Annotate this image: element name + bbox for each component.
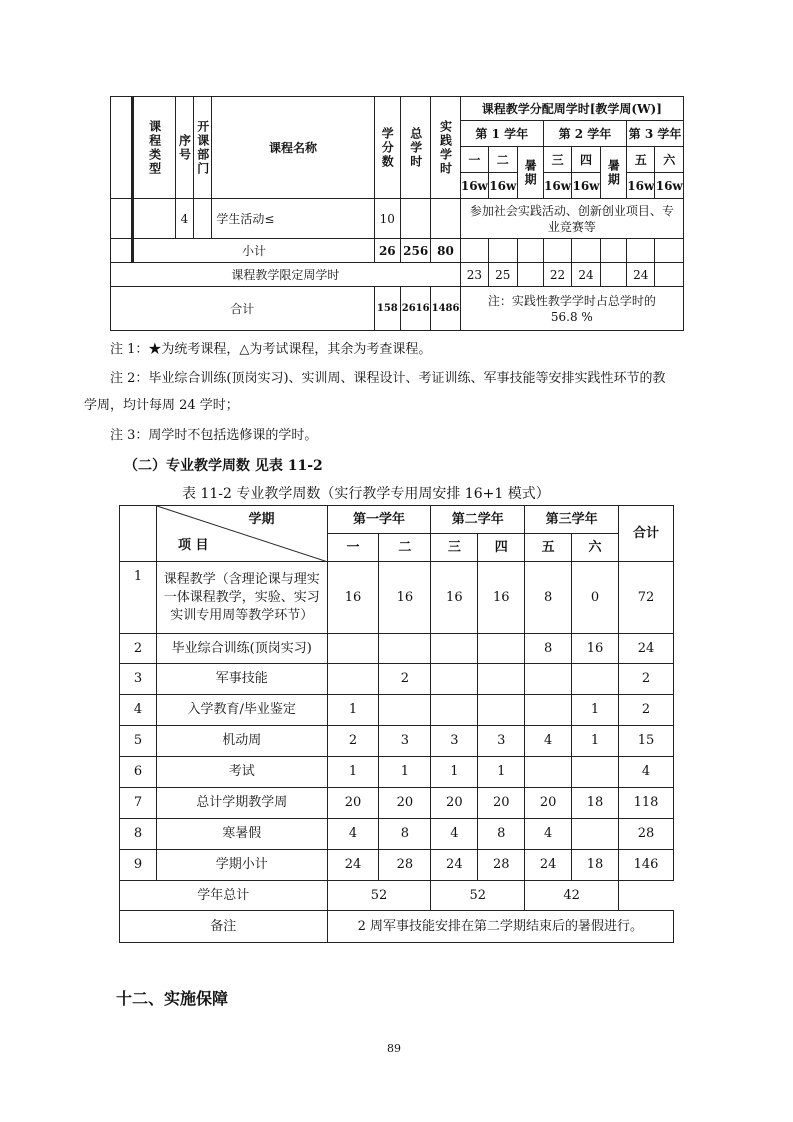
table-row (120, 726, 674, 757)
term-header: 一 (327, 534, 379, 562)
row-term-value: 24 (431, 850, 478, 881)
week-label: 16w (543, 173, 571, 199)
table-row (120, 788, 674, 819)
row-term-value: 3 (431, 726, 478, 757)
row-total: 118 (619, 788, 674, 819)
row-term-value (525, 757, 572, 788)
row-item: 机动周 (156, 726, 327, 757)
row-term-value: 24 (525, 850, 572, 881)
corner-header (120, 506, 328, 562)
week-label: 16w (655, 173, 684, 199)
note-1: 注 1：★为统考课程，△为考试课程，其余为考查课程。 (110, 342, 432, 357)
row-term-value: 4 (431, 819, 478, 850)
term-header: 三 (431, 534, 478, 562)
row-term-value: 28 (379, 850, 431, 881)
row-term-value (525, 695, 572, 726)
row-term-value: 8 (525, 562, 572, 634)
teaching-weeks-table (119, 505, 674, 943)
week-label: 16w (627, 173, 655, 199)
row-item: 入学教育/毕业鉴定 (156, 695, 327, 726)
row-number: 3 (120, 664, 157, 695)
row-term-value: 1 (572, 695, 619, 726)
limit-value: 25 (489, 263, 517, 287)
year-total-value: 52 (327, 881, 431, 911)
row-number: 8 (120, 819, 157, 850)
row-note: 参加社会实践活动、创新创业项目、专业竞赛等 (460, 199, 683, 239)
col-seq: 序号 (177, 133, 192, 162)
row-term-value (525, 664, 572, 695)
year-total-label: 学年总计 (120, 881, 328, 911)
subtotal-practice: 80 (431, 239, 460, 263)
col-course-type: 课程类型 (147, 119, 162, 176)
page-number: 89 (387, 1042, 401, 1055)
row-term-value (478, 664, 525, 695)
row-term-value: 16 (327, 562, 379, 634)
row-term-value: 20 (327, 788, 379, 819)
week-label: 16w (460, 173, 488, 199)
year-1-header: 第 1 学年 (460, 121, 543, 147)
term-header: 二 (489, 147, 517, 173)
row-term-value: 8 (478, 819, 525, 850)
row-seq: 4 (175, 199, 193, 239)
row-term-value: 8 (379, 819, 431, 850)
row-term-value: 24 (327, 850, 379, 881)
row-term-value: 16 (478, 562, 525, 634)
table-row (120, 664, 674, 695)
note-3: 注 3：周学时不包括选修课的学时。 (110, 428, 318, 443)
row-term-value: 1 (327, 695, 379, 726)
table-row (120, 695, 674, 726)
col-course-name: 课程名称 (212, 97, 374, 199)
note-2-continued: 学周，均计每周 24 学时； (84, 398, 239, 413)
col-dept: 开课部门 (195, 119, 210, 176)
subtotal-label: 小计 (133, 239, 374, 263)
year-2-header: 第 2 学年 (543, 121, 626, 147)
term-header: 六 (572, 534, 619, 562)
row-term-value: 20 (379, 788, 431, 819)
term-header: 暑期 (606, 158, 621, 187)
row-term-value: 16 (379, 562, 431, 634)
row-term-value: 1 (431, 757, 478, 788)
row-item: 总计学期教学周 (156, 788, 327, 819)
total-header: 合计 (619, 506, 674, 562)
course-hours-table (110, 96, 684, 331)
term-header: 一 (460, 147, 488, 173)
note-2: 注 2：毕业综合训练(顶岗实习)、实训周、课程设计、考证训练、军事技能等安排实践性环节的教 (110, 371, 666, 386)
remark-label: 备注 (120, 911, 328, 943)
row-credits: 10 (374, 199, 400, 239)
row-number: 5 (120, 726, 157, 757)
year-2-header: 第二学年 (431, 506, 525, 534)
limit-value: 23 (460, 263, 488, 287)
table-row (120, 850, 674, 881)
row-term-value: 4 (525, 726, 572, 757)
row-term-value: 8 (525, 634, 572, 664)
row-total: 15 (619, 726, 674, 757)
table-row (120, 757, 674, 788)
section-heading: （二）专业教学周数 见表 11-2 (124, 458, 323, 474)
table-caption: 表 11-2 专业教学周数（实行教学专用周安排 16+1 模式） (182, 486, 550, 502)
row-term-value: 20 (478, 788, 525, 819)
row-term-value (478, 634, 525, 664)
sum-credits: 158 (374, 287, 400, 331)
row-total: 2 (619, 664, 674, 695)
corner-item-label: 项 目 (178, 538, 209, 553)
limit-value: 24 (627, 263, 655, 287)
term-header: 五 (627, 147, 655, 173)
remark-text: 2 周军事技能安排在第二学期结束后的暑假进行。 (327, 911, 673, 943)
row-term-value: 2 (327, 726, 379, 757)
year-3-header: 第三学年 (525, 506, 619, 534)
table-row (120, 634, 674, 664)
week-label: 16w (489, 173, 517, 199)
limit-value (517, 263, 543, 287)
section-12-heading: 十二、实施保障 (116, 989, 229, 1008)
row-term-value: 1 (379, 757, 431, 788)
row-term-value: 1 (478, 757, 525, 788)
term-header: 四 (478, 534, 525, 562)
subtotal-total: 256 (400, 239, 430, 263)
limit-value: 24 (572, 263, 600, 287)
row-term-value: 16 (431, 562, 478, 634)
row-number: 9 (120, 850, 157, 881)
row-total: 146 (619, 850, 674, 881)
term-header: 五 (525, 534, 572, 562)
limit-label: 课程教学限定周学时 (111, 263, 461, 287)
row-item: 寒暑假 (156, 819, 327, 850)
row-term-value (572, 664, 619, 695)
year-total-value: 42 (525, 881, 619, 911)
row-term-value (478, 695, 525, 726)
limit-value (655, 263, 684, 287)
row-course-name: 学生活动≤ (212, 199, 374, 239)
subtotal-credits: 26 (374, 239, 400, 263)
limit-value (600, 263, 626, 287)
row-term-value: 3 (379, 726, 431, 757)
sum-note: 注：实践性教学学时占总学时的 56.8 % (460, 287, 683, 331)
row-term-value (431, 695, 478, 726)
term-header: 三 (543, 147, 571, 173)
row-term-value (572, 819, 619, 850)
row-term-value: 3 (478, 726, 525, 757)
week-label: 16w (572, 173, 600, 199)
row-item: 毕业综合训练(顶岗实习) (156, 634, 327, 664)
term-header: 四 (572, 147, 600, 173)
row-term-value: 18 (572, 850, 619, 881)
row-term-value: 16 (572, 634, 619, 664)
row-item: 考试 (156, 757, 327, 788)
row-total: 72 (619, 562, 674, 634)
row-term-value (327, 634, 379, 664)
row-term-value: 4 (327, 819, 379, 850)
row-term-value: 1 (327, 757, 379, 788)
year-total-value: 52 (431, 881, 525, 911)
row-item: 课程教学（含理论课与理实一体课程教学，实验、实习实训专用周等教学环节） (156, 562, 327, 634)
row-term-value (572, 757, 619, 788)
row-term-value (431, 664, 478, 695)
year-3-header: 第 3 学年 (627, 121, 684, 147)
row-number: 1 (120, 562, 157, 634)
diagonal-line (120, 506, 328, 562)
row-term-value: 20 (525, 788, 572, 819)
year-1-header: 第一学年 (327, 506, 431, 534)
row-term-value: 0 (572, 562, 619, 634)
row-item: 学期小计 (156, 850, 327, 881)
row-number: 7 (120, 788, 157, 819)
row-term-value: 1 (572, 726, 619, 757)
row-total: 2 (619, 695, 674, 726)
row-term-value: 2 (379, 664, 431, 695)
row-item: 军事技能 (156, 664, 327, 695)
row-term-value (327, 664, 379, 695)
row-number: 4 (120, 695, 157, 726)
sum-total: 2616 (400, 287, 430, 331)
col-total-hours: 总学时 (408, 126, 423, 169)
row-term-value: 18 (572, 788, 619, 819)
term-header: 二 (379, 534, 431, 562)
row-number: 2 (120, 634, 157, 664)
limit-value: 22 (543, 263, 571, 287)
term-header: 六 (655, 147, 684, 173)
corner-term-label: 学期 (248, 512, 275, 527)
row-total: 24 (619, 634, 674, 664)
col-practice-hours: 实践学时 (438, 119, 453, 176)
table-row (120, 562, 674, 634)
sum-label: 合计 (111, 287, 375, 331)
row-total: 28 (619, 819, 674, 850)
row-term-value: 20 (431, 788, 478, 819)
col-weekly-hours-group: 课程教学分配周学时[教学周(W)] (460, 97, 683, 121)
row-total: 4 (619, 757, 674, 788)
term-header: 暑期 (523, 158, 538, 187)
row-term-value (431, 634, 478, 664)
row-term-value: 4 (525, 819, 572, 850)
row-term-value (379, 634, 431, 664)
sum-practice: 1486 (431, 287, 460, 331)
table-row (120, 819, 674, 850)
row-term-value (379, 695, 431, 726)
col-credits: 学分数 (380, 126, 395, 169)
row-term-value: 28 (478, 850, 525, 881)
row-number: 6 (120, 757, 157, 788)
